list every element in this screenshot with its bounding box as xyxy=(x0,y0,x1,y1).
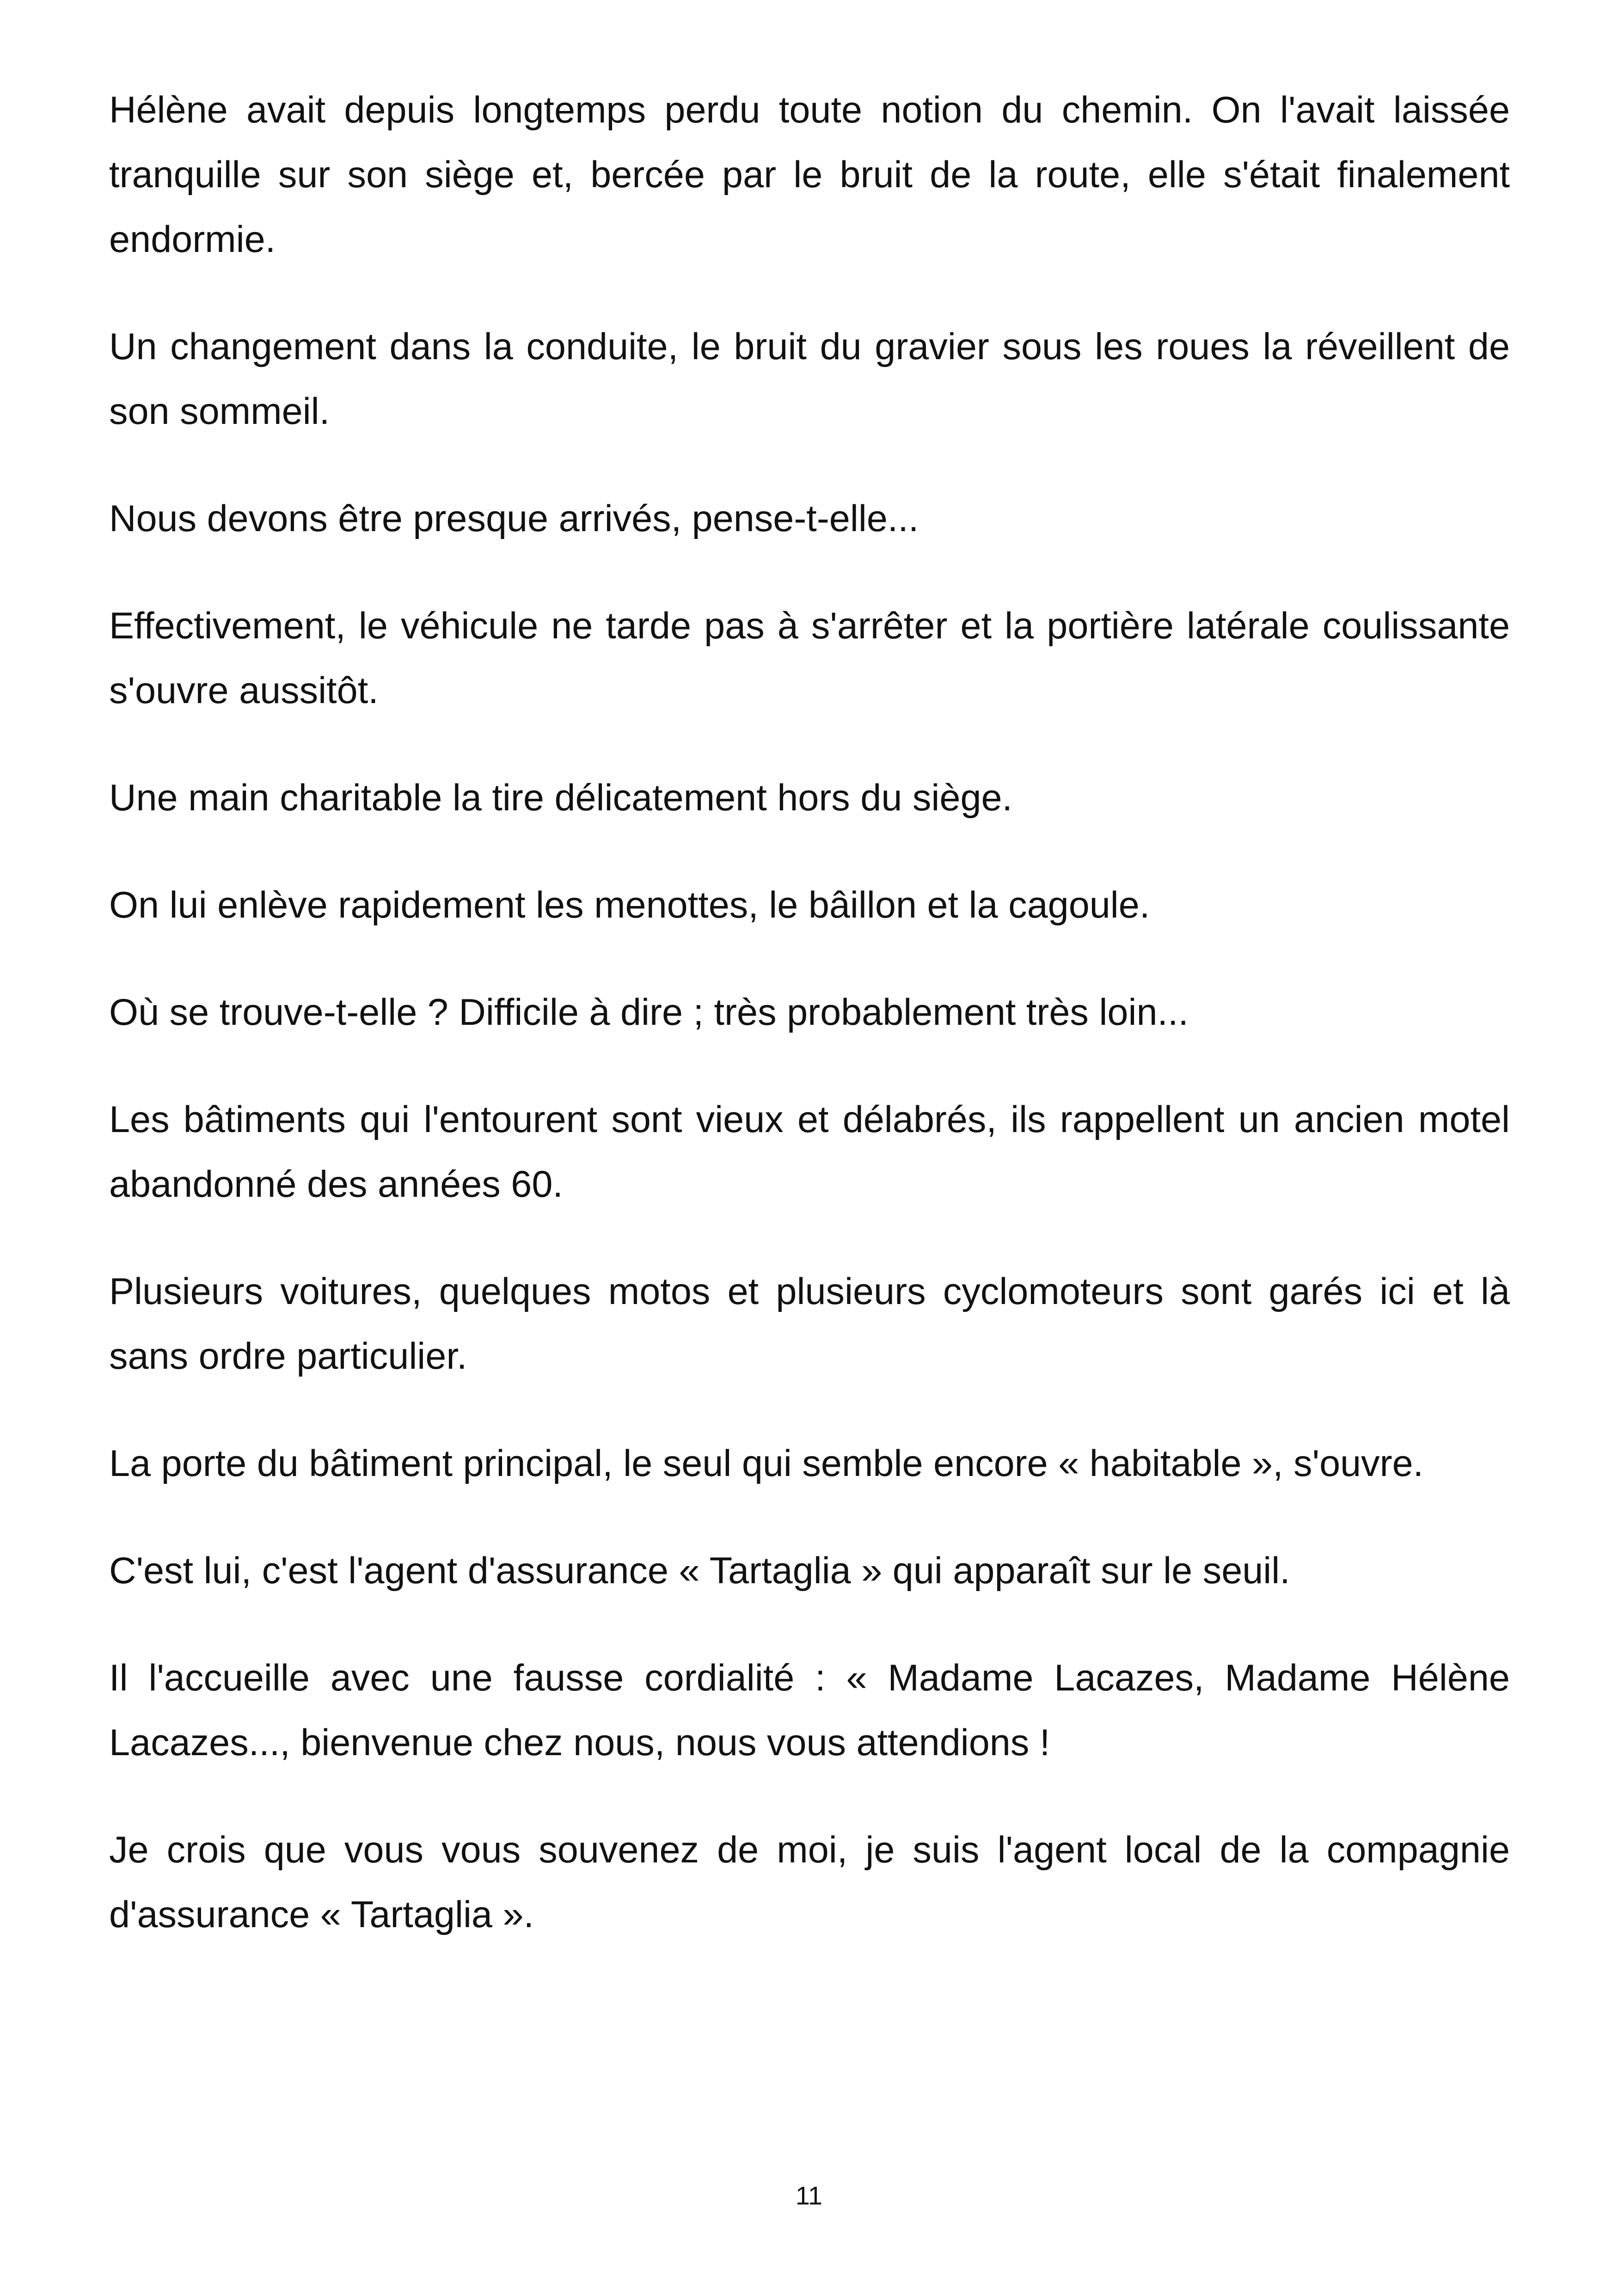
body-text xyxy=(109,78,1510,1990)
paragraph-4: Effectivement, le véhicule ne tarde pas à s'arrêter et la portière latérale coulissante s'ouvre aussitôt. xyxy=(109,605,1510,711)
paragraph-7: Où se trouve-t-elle ? Difficile à dire ; très probablement très loin... xyxy=(109,992,1189,1033)
paragraph-1: Hélène avait depuis longtemps perdu toute notion du chemin. On l'avait laissée tranquille sur son siège et, bercée par le bruit de la route, elle s'était finalement endormie. xyxy=(109,89,1510,260)
paragraph-13: Je crois que vous vous souvenez de moi, je suis l'agent local de la compagnie d'assurance « Tartaglia ». xyxy=(109,1829,1510,1935)
page-number: 11 xyxy=(795,2181,823,2210)
paragraph-3: Nous devons être presque arrivés, pense-t-elle... xyxy=(109,498,919,539)
paragraph-8: Les bâtiments qui l'entourent sont vieux et délabrés, ils rappellent un ancien motel abandonné des années 60. xyxy=(109,1099,1510,1205)
paragraph-6: On lui enlève rapidement les menottes, le bâillon et la cagoule. xyxy=(109,884,1150,926)
paragraph-2: Un changement dans la conduite, le bruit du gravier sous les roues la réveillent de son sommeil. xyxy=(109,326,1510,432)
paragraph-5: Une main charitable la tire délicatement hors du siège. xyxy=(109,777,1013,819)
paragraph-12: Il l'accueille avec une fausse cordialité : « Madame Lacazes, Madame Hélène Lacazes..., bienvenue chez nous, nous vous attendions ! xyxy=(109,1657,1510,1763)
paragraph-11: C'est lui, c'est l'agent d'assurance « Tartaglia » qui apparaît sur le seuil. xyxy=(109,1550,1290,1592)
paragraph-10: La porte du bâtiment principal, le seul qui semble encore « habitable », s'ouvre. xyxy=(109,1443,1424,1484)
paragraph-9: Plusieurs voitures, quelques motos et plusieurs cyclomoteurs sont garés ici et là sans ordre particulier. xyxy=(109,1271,1510,1377)
